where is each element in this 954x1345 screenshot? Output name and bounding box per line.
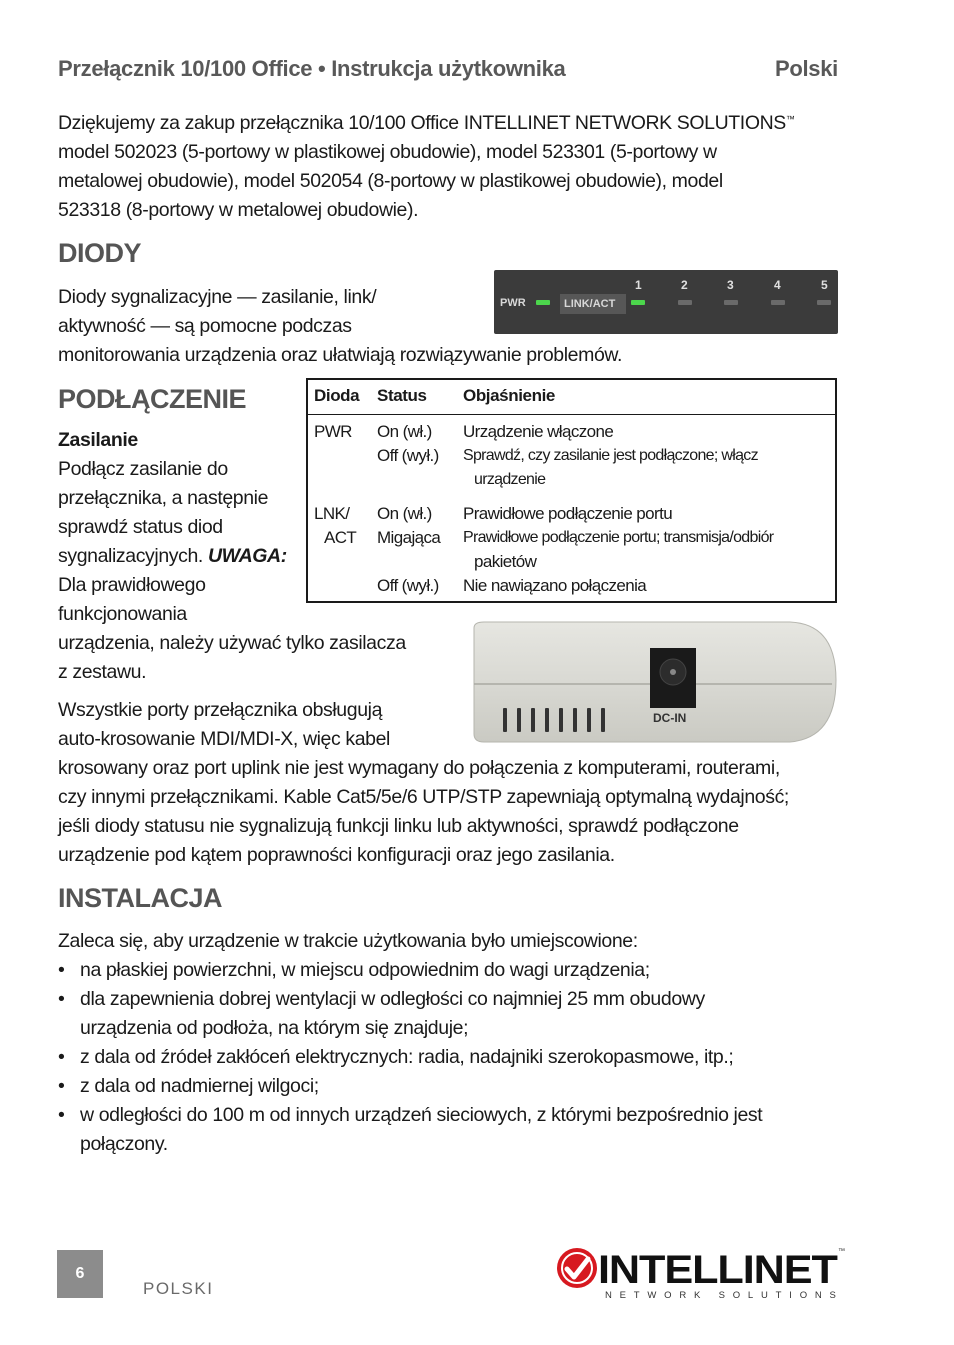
table-header-objasnienie: Objaśnienie	[463, 386, 555, 405]
intro-paragraph	[58, 109, 858, 225]
zasilanie-line: Podłącz zasilanie do	[58, 458, 228, 480]
zasilanie-line: przełącznika, a następnie	[58, 487, 269, 509]
table-cell-explanation: Prawidłowe podłączenie portu	[463, 504, 673, 523]
table-cell-explanation: Urządzenie włączone	[463, 422, 614, 441]
instalacja-intro: Zaleca się, aby urządzenie w trakcie użytkowania było umiejscowione:	[58, 930, 638, 952]
port-led-4	[771, 300, 785, 305]
note-label: UWAGA:	[207, 545, 287, 567]
list-item: dla zapewnienia dobrej wentylacji w odległości co najmniej 25 mm obudowy	[80, 988, 705, 1010]
list-item: na płaskiej powierzchni, w miejscu odpowiednim do wagi urządzenia;	[80, 959, 650, 981]
diody-line-2: aktywność — są pomocne podczas	[58, 315, 352, 337]
diody-heading: DIODY	[58, 238, 142, 268]
linkact-label: LINK/ACT	[564, 298, 616, 310]
table-cell-dioda: LNK/	[314, 504, 350, 523]
header-title: Przełącznik 10/100 Office • Instrukcja użytkownika	[58, 56, 566, 81]
zasilanie-note-start: sygnalizacyjnych.	[58, 545, 208, 567]
list-item: z dala od źródeł zakłóceń elektrycznych: radia, nadajniki szerokopasmowe, itp.;	[80, 1046, 734, 1068]
zasilanie-line: funkcjonowania	[58, 603, 187, 625]
table-cell-status: On (wł.)	[377, 504, 432, 523]
dc-in-label: DC-IN	[653, 711, 687, 725]
logo-trademark: ™	[838, 1248, 845, 1255]
mdi-line: krosowany oraz port uplink nie jest wymagany do połączenia z komputerami, routerami,	[58, 757, 780, 779]
table-header-status: Status	[377, 386, 427, 405]
table-cell-dioda: ACT	[324, 528, 357, 547]
port-led-1	[631, 300, 645, 305]
diody-line-3: monitorowania urządzenia oraz ułatwiają rozwiązywanie problemów.	[58, 344, 623, 366]
diody-line-1: Diody sygnalizacyjne — zasilanie, link/	[58, 286, 377, 308]
port-number-2: 2	[681, 278, 688, 292]
zasilanie-line: sprawdź status diod	[58, 516, 223, 538]
table-cell-explanation: Prawidłowe podłączenie portu; transmisja/odbiór	[463, 529, 774, 546]
zasilanie-line: Dla prawidłowego	[58, 574, 206, 596]
intro-line-2: model 502023 (5-portowy w plastikowej obudowie), model 523301 (5-portowy w	[58, 141, 717, 163]
port-led-2	[678, 300, 692, 305]
mdi-line: czy innymi przełącznikami. Kable Cat5/5e/6 UTP/STP zapewniają optymalną wydajność;	[58, 786, 789, 808]
header-language: Polski	[774, 56, 838, 81]
bullet-icon: •	[58, 1075, 65, 1097]
podlaczenie-heading: PODŁĄCZENIE	[58, 384, 247, 414]
port-number-5: 5	[821, 278, 828, 292]
table-cell-explanation: Sprawdź, czy zasilanie jest podłączone; włącz	[463, 447, 758, 464]
table-cell-explanation: urządzenie	[474, 471, 546, 488]
table-header-dioda: Dioda	[314, 386, 360, 405]
intro-line-3: metalowej obudowie), model 502054 (8-portowy w plastikowej obudowie), model	[58, 170, 723, 192]
instalacja-heading: INSTALACJA	[58, 883, 223, 913]
mdi-line: jeśli diody statusu nie sygnalizują funkcji linku lub aktywności, sprawdź podłączone	[58, 815, 739, 837]
table-cell-status: Off (wył.)	[377, 576, 439, 595]
table-cell-explanation: Nie nawiązano połączenia	[463, 576, 647, 595]
mdi-line: Wszystkie porty przełącznika obsługują	[58, 699, 383, 721]
table-cell-explanation: pakietów	[474, 552, 537, 571]
trademark: ™	[785, 114, 795, 124]
table-cell-status: Migająca	[377, 528, 441, 547]
intro-line-4: 523318 (8-portowy w metalowej obudowie).	[58, 199, 419, 221]
zasilanie-subheading: Zasilanie	[58, 429, 138, 451]
list-item: w odległości do 100 m od innych urządzeń sieciowych, z którymi bezpośrednio jest	[80, 1104, 763, 1126]
intellinet-logo-wordmark: INTELLINET	[598, 1248, 837, 1292]
mdi-line: auto-krosowanie MDI/MDI-X, więc kabel	[58, 728, 390, 750]
port-number-4: 4	[774, 278, 781, 292]
footer-language: POLSKI	[143, 1279, 214, 1298]
list-item: z dala od nadmiernej wilgoci;	[80, 1075, 319, 1097]
port-led-5	[817, 300, 831, 305]
pwr-led	[536, 300, 550, 305]
table-cell-status: Off (wył.)	[377, 446, 439, 465]
zasilanie-line: urządzenia, należy używać tylko zasilacza	[58, 632, 406, 654]
bullet-icon: •	[58, 959, 65, 981]
led-status-table	[306, 378, 837, 603]
table-cell-dioda: PWR	[314, 422, 352, 441]
table-header-row	[308, 380, 835, 415]
table-cell-status: On (wł.)	[377, 422, 432, 441]
mdi-line: urządzenie pod kątem poprawności konfiguracji oraz jego zasilania.	[58, 844, 615, 866]
list-item-continuation: urządzenia od podłoża, na którym się znajduje;	[80, 1017, 469, 1039]
port-number-1: 1	[635, 278, 642, 292]
instalacja-list	[58, 956, 858, 1156]
intro-line-1: Dziękujemy za zakup przełącznika 10/100 Office INTELLINET NETWORK SOLUTIONS	[58, 112, 786, 134]
intellinet-logo-icon	[556, 1247, 598, 1289]
zasilanie-line: z zestawu.	[58, 661, 147, 683]
led-panel-image	[494, 270, 838, 334]
port-number-3: 3	[727, 278, 734, 292]
page-header	[58, 56, 838, 82]
device-dc-in-photo	[470, 620, 838, 746]
linkact-label-box	[560, 294, 626, 314]
bullet-icon: •	[58, 988, 65, 1010]
page-number: 6	[57, 1250, 103, 1298]
port-led-3	[724, 300, 738, 305]
list-item-continuation: połączony.	[80, 1133, 168, 1155]
bullet-icon: •	[58, 1046, 65, 1068]
pwr-label: PWR	[500, 297, 526, 309]
bullet-icon: •	[58, 1104, 65, 1126]
intellinet-logo-subtitle: NETWORK SOLUTIONS	[605, 1290, 844, 1301]
